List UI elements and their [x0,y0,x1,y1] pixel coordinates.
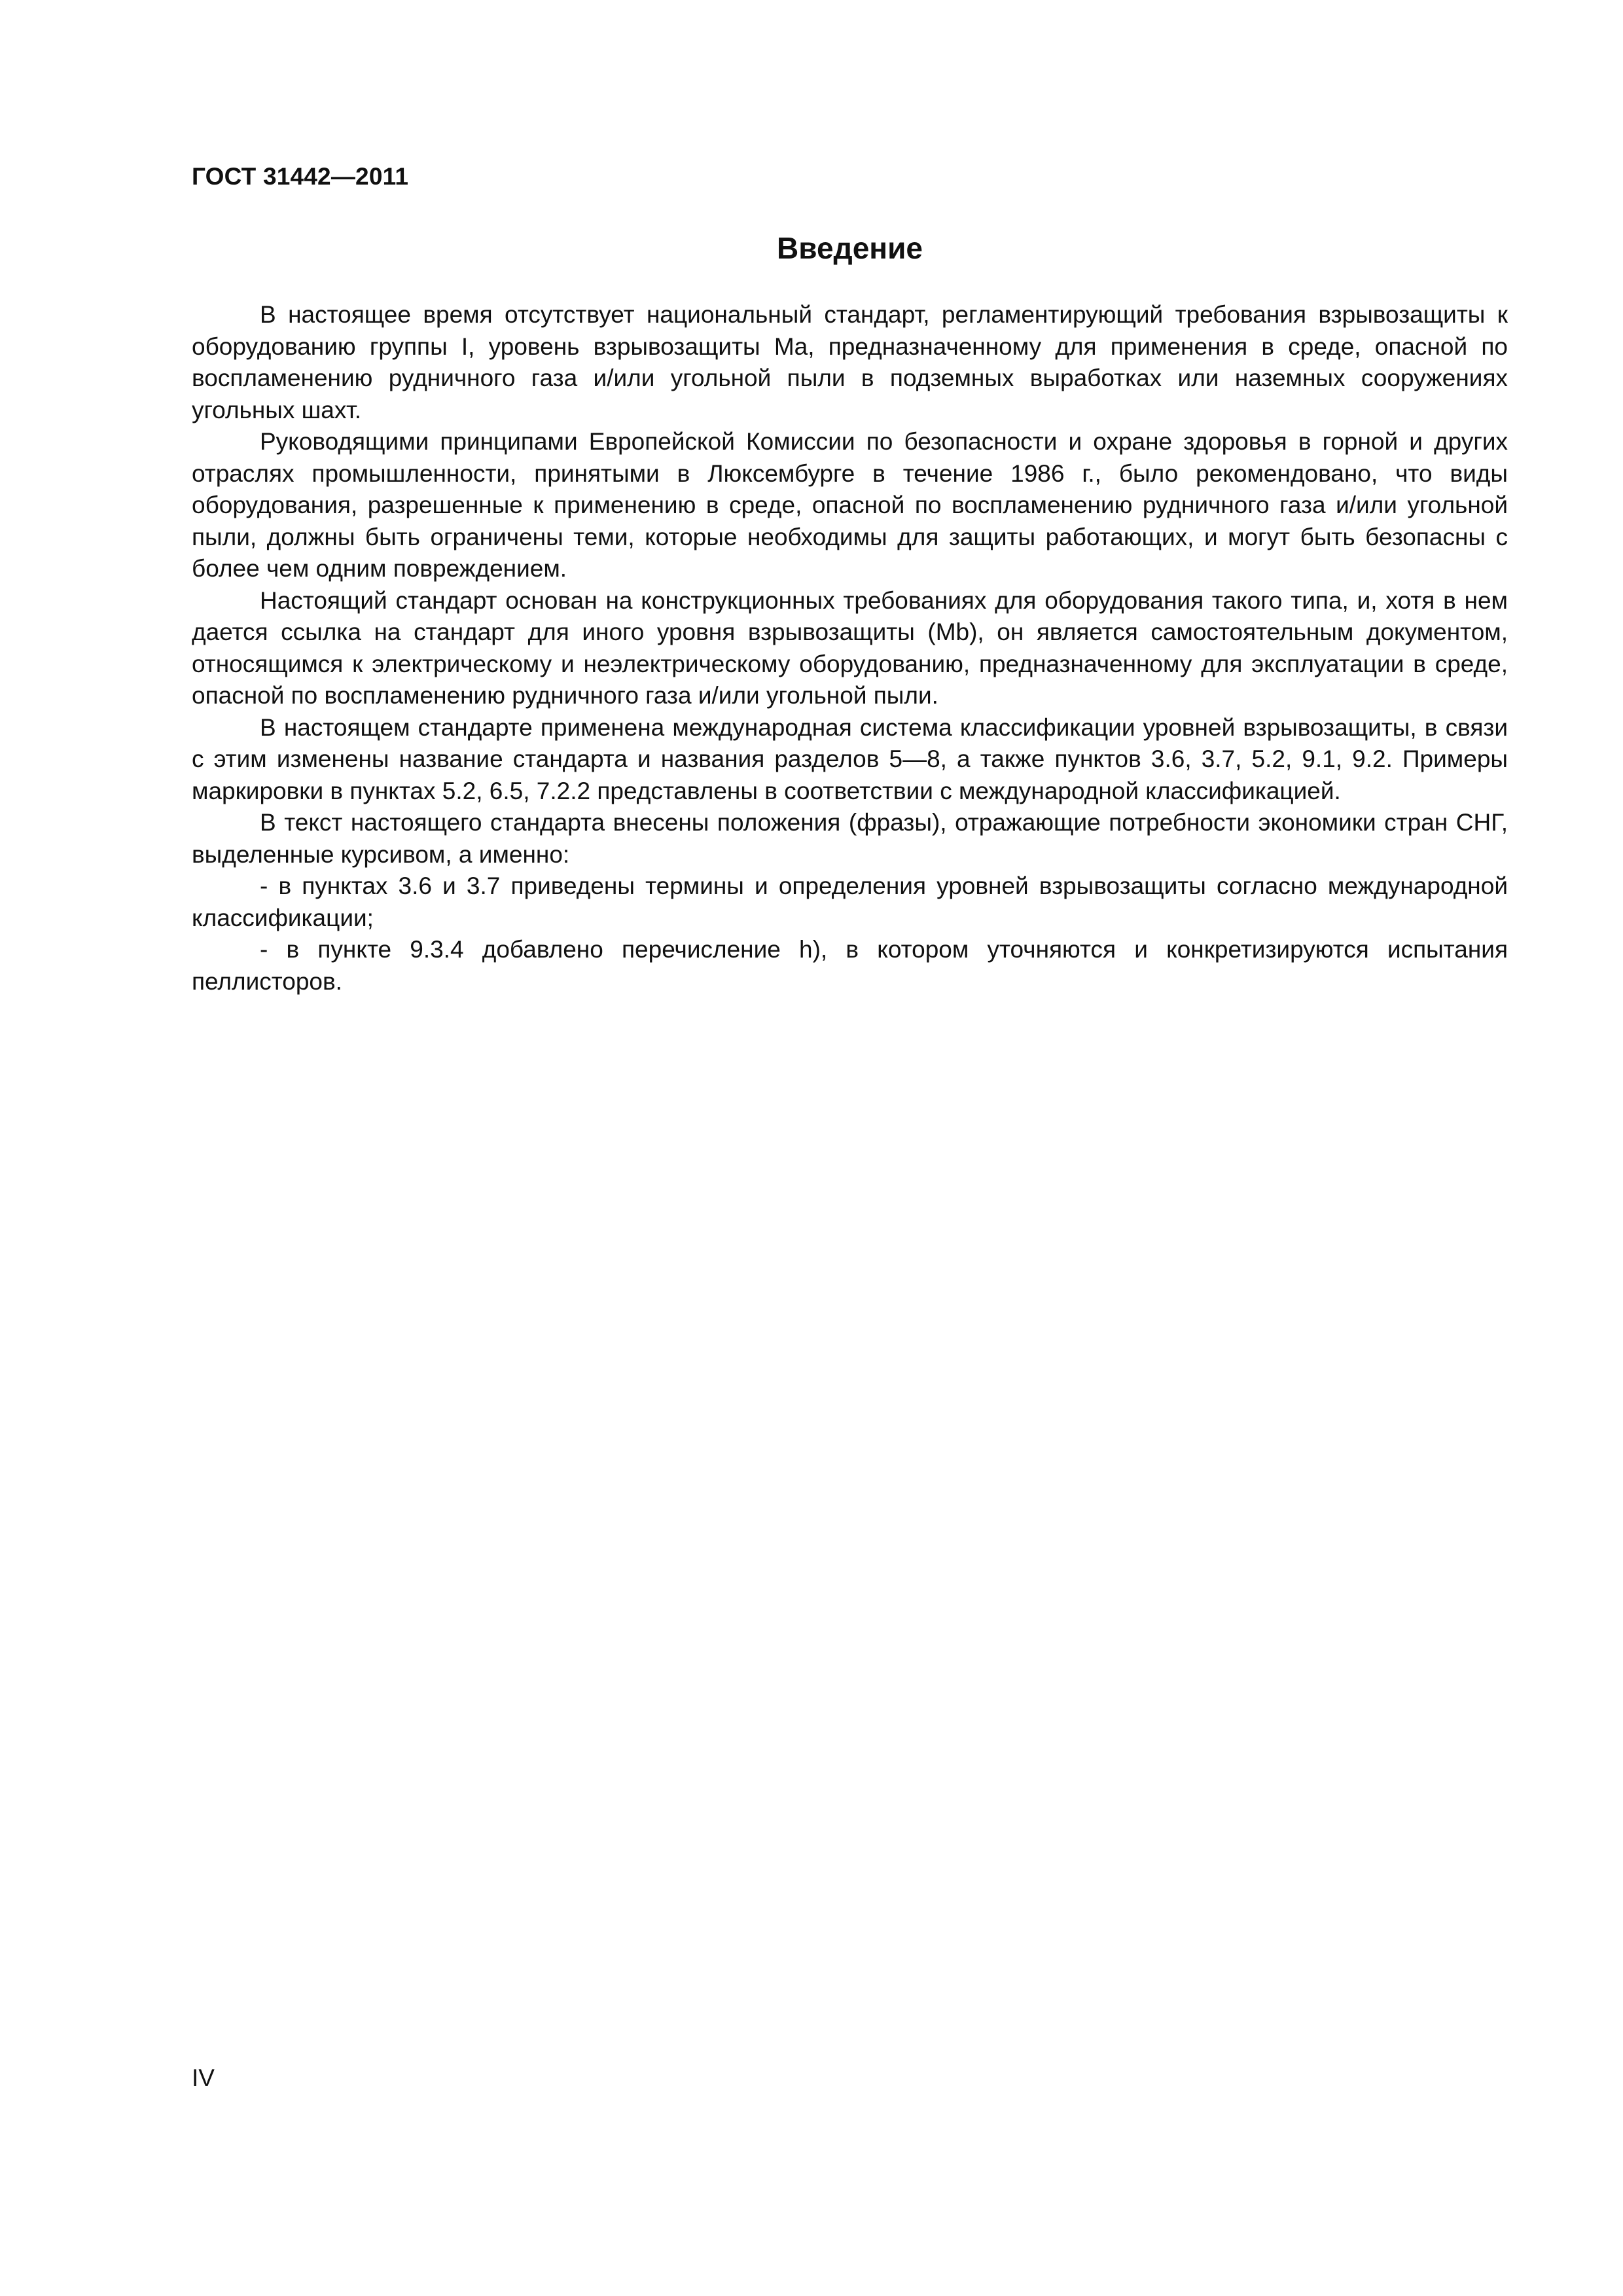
section-title: Введение [777,231,923,265]
list-item: - в пунктах 3.6 и 3.7 приведены термины и определения уровней взрывозащиты согласно международной классификации; [192,872,1508,931]
paragraph: В настоящем стандарте применена международная система классификации уровней взрывозащиты, в связи с этим изменены название стандарта и названия разделов 5—8, а также пунктов 3.6, 3.7, 5.2, 9.1, 9.2. Примеры маркировки в пунктах 5.2, 6.5, 7.2.2 представлены в соответствии с международной классификацией. [192,713,1508,804]
list-item: - в пункте 9.3.4 добавлено перечисление h), в котором уточняются и конкретизируются испытания пеллисторов. [192,936,1508,995]
paragraph: Настоящий стандарт основан на конструкционных требованиях для оборудования такого типа, и, хотя в нем дается ссылка на стандарт для иного уровня взрывозащиты (Mb), он является самостоятельным документом, относящимся к электрическому и неэлектрическому оборудованию, предназначенному для эксплуатации в среде, опасной по воспламенению рудничного газа и/или угольной пыли. [192,586,1508,709]
paragraph: В настоящее время отсутствует национальный стандарт, регламентирующий требования взрывозащиты к оборудованию группы I, уровень взрывозащиты Ma, предназначенному для применения в среде, опасной по воспламенению рудничного газа и/или угольной пыли в подземных выработках или наземных сооружениях угольных шахт. [192,301,1508,423]
section-body [192,299,1508,997]
paragraph: Руководящими принципами Европейской Комиссии по безопасности и охране здоровья в горной и других отраслях промышленности, принятыми в Люксембурге в течение 1986 г., было рекомендовано, что виды оборудования, разрешенные к применению в среде, опасной по воспламенению рудничного газа и/или угольной пыли, должны быть ограничены теми, которые необходимы для защиты работающих, и могут быть безопасны с более чем одним повреждением. [192,428,1508,582]
paragraph: В текст настоящего стандарта внесены положения (фразы), отражающие потребности экономики стран СНГ, выделенные курсивом, а именно: [192,809,1508,868]
page-number: IV [192,2064,215,2091]
document-number: ГОСТ 31442—2011 [192,163,409,190]
